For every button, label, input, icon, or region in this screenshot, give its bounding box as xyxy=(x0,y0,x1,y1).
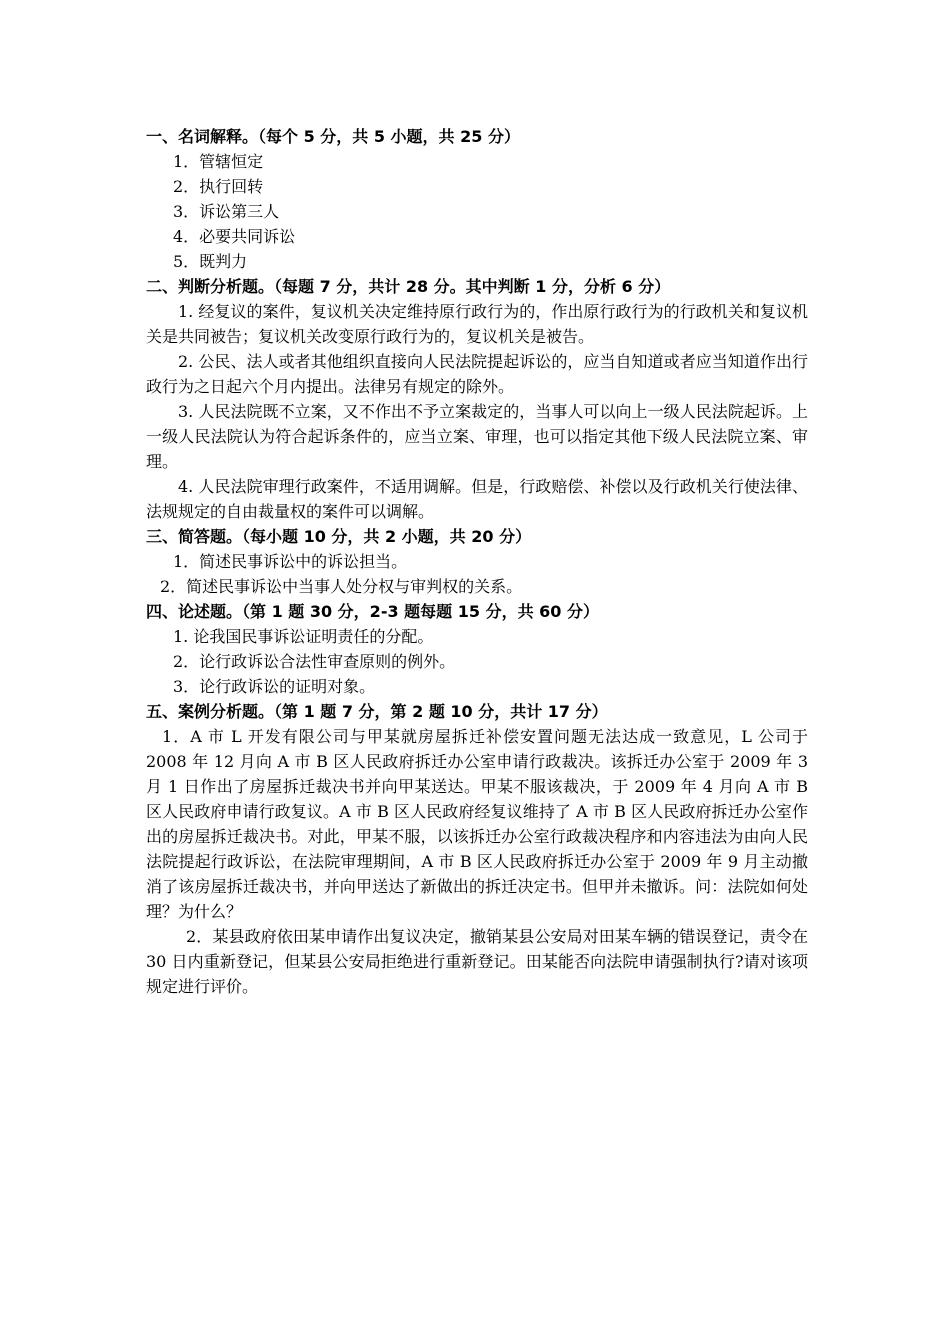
case-paragraph: 2．某县政府依田某申请作出复议决定，撤销某县公安局对田某车辆的错误登记，责令在 30 日内重新登记，但某县公安局拒绝进行重新登记。田某能否向法院申请强制执行?请对该项规定进行评价。 xyxy=(146,927,808,996)
list-item: 4．必要共同诉讼 xyxy=(173,227,296,246)
list-item: 2．简述民事诉讼中当事人处分权与审判权的关系。 xyxy=(160,577,523,596)
list-item: 3．诉讼第三人 xyxy=(173,202,280,221)
section-1-heading: 一、名词解释。（每个 5 分，共 5 小题，共 25 分） xyxy=(146,127,520,146)
document-page xyxy=(146,124,808,999)
question-paragraph: 2. 公民、法人或者其他组织直接向人民法院提起诉讼的，应当自知道或者应当知道作出行政行为之日起六个月内提出。法律另有规定的除外。 xyxy=(146,352,808,396)
section-4-heading: 四、论述题。（第 1 题 30 分，2-3 题每题 15 分，共 60 分） xyxy=(146,602,599,621)
question-paragraph: 4. 人民法院审理行政案件，不适用调解。但是，行政赔偿、补偿以及行政机关行使法律、法规规定的自由裁量权的案件可以调解。 xyxy=(146,477,808,521)
section-2-heading: 二、判断分析题。（每题 7 分，共计 28 分。其中判断 1 分，分析 6 分） xyxy=(146,277,671,296)
question-paragraph: 1. 经复议的案件，复议机关决定维持原行政行为的，作出原行政行为的行政机关和复议机关是共同被告；复议机关改变原行政行为的，复议机关是被告。 xyxy=(146,302,808,346)
section-3-heading: 三、简答题。（每小题 10 分，共 2 小题，共 20 分） xyxy=(146,527,532,546)
list-item: 1．简述民事诉讼中的诉讼担当。 xyxy=(173,552,408,571)
list-item: 1. 论我国民事诉讼证明责任的分配。 xyxy=(173,627,434,646)
section-5-heading: 五、案例分析题。（第 1 题 7 分，第 2 题 10 分，共计 17 分） xyxy=(146,702,608,721)
list-item: 5．既判力 xyxy=(173,252,248,271)
list-item: 2．论行政诉讼合法性审查原则的例外。 xyxy=(173,652,456,671)
question-paragraph: 3. 人民法院既不立案，又不作出不予立案裁定的，当事人可以向上一级人民法院起诉。上一级人民法院认为符合起诉条件的，应当立案、审理，也可以指定其他下级人民法院立案、审理。 xyxy=(146,402,808,471)
list-item: 2．执行回转 xyxy=(173,177,264,196)
list-item: 3．论行政诉讼的证明对象。 xyxy=(173,677,376,696)
case-paragraph: 1．A 市 L 开发有限公司与甲某就房屋拆迁补偿安置问题无法达成一致意见，L 公司于 2008 年 12 月向 A 市 B 区人民政府拆迁办公室申请行政裁决。该拆迁办公室于 2009 年 3 月 1 日作出了房屋拆迁裁决书并向甲某送达。甲某不服该裁决，于 2009 年 4 月向 A 市 B 区人民政府申请行政复议。A 市 B 区人民政府经复议维持了 A 市 B 区人民政府拆迁办公室作出的房屋拆迁裁决书。对此，甲某不服，以该拆迁办公室行政裁决程序和内容违法为由向人民法院提起行政诉讼，在法院审理期间，A 市 B 区人民政府拆迁办公室于 2009 年 9 月主动撤消了该房屋拆迁裁决书，并向甲送达了新做出的拆迁决定书。但甲并未撤诉。问：法院如何处理？为什么？ xyxy=(146,727,808,921)
list-item: 1．管辖恒定 xyxy=(173,152,264,171)
